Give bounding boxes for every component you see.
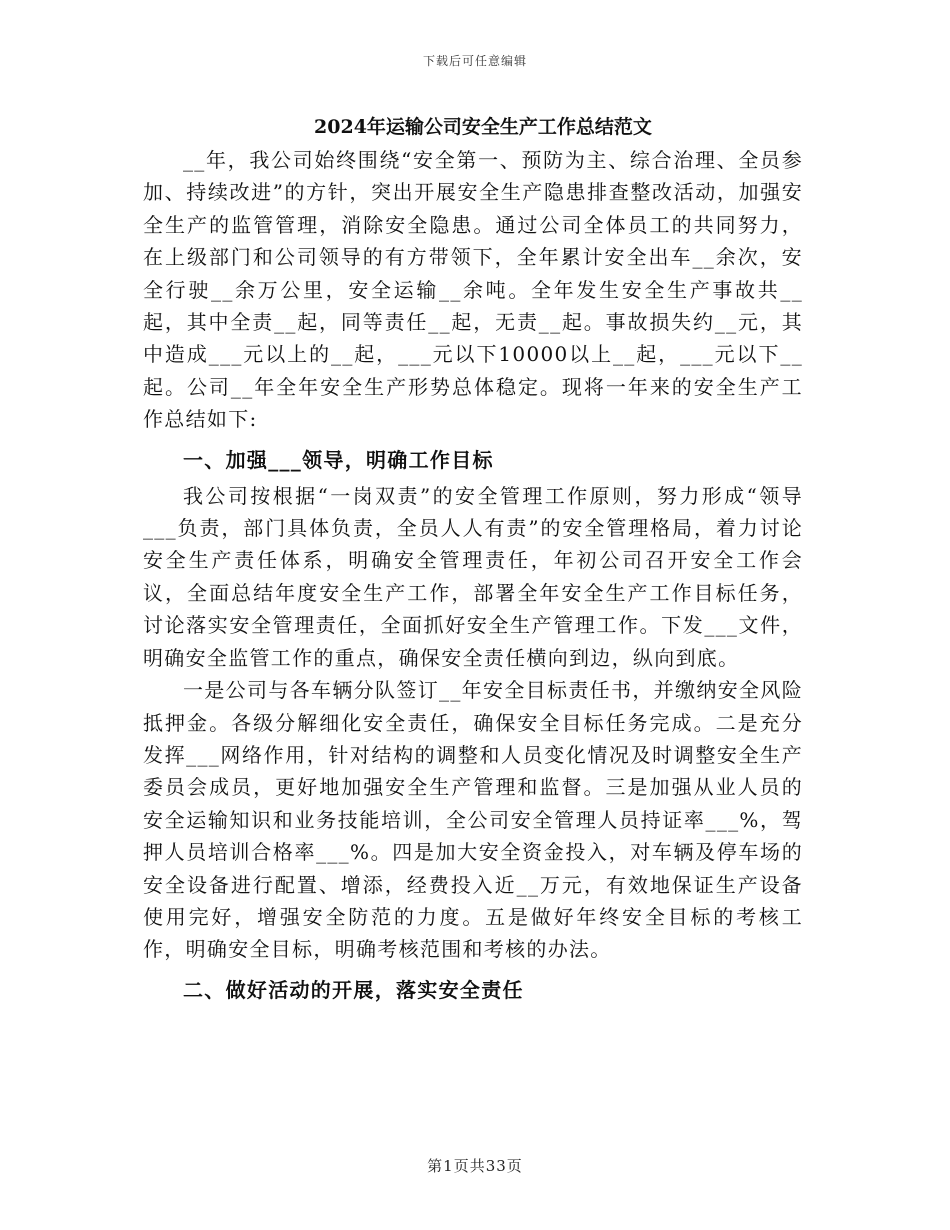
header-note: 下载后可任意编辑 [422,54,527,68]
intro-paragraph: __年，我公司始终围绕“安全第一、预防为主、综合治理、全员参加、持续改进”的方针，突出开展安全生产隐患排查整改活动，加强安全生产的监管管理，消除安全隐患。通过公司全体员工的共同努力，在上级部门和公司领导的有方带领下，全年累计安全出车__余次，安全行驶__余万公里，安全运输__余吨。全年发生安全生产事故共__起，其中全责__起，同等责任__起，无责__起。事故损失约__元，其中造成___元以上的__起，___元以下10000以上__起，___元以下__起。公司__年全年安全生产形势总体稳定。现将一年来的安全生产工作总结如下: [143,148,803,432]
section-1-heading: 一、加强___领导，明确工作目标 [183,447,494,472]
document-body [143,110,803,1010]
section-2-heading: 二、做好活动的开展，落实安全责任 [183,977,524,1002]
section-1-paragraph-1: 我公司按根据“一岗双责”的安全管理工作原则，努力形成“领导___负责，部门具体负责，全员人人有责”的安全管理格局，着力讨论安全生产责任体系，明确安全管理责任，年初公司召开安全工作会议，全面总结年度安全生产工作，部署全年安全生产工作目标任务，讨论落实安全管理责任，全面抓好安全生产管理工作。下发___文件，明确安全监管工作的重点，确保安全责任横向到边，纵向到底。 [143,483,803,670]
section-1-paragraph-2: 一是公司与各车辆分队签订__年安全目标责任书，并缴纳安全风险抵押金。各级分解细化安全责任，确保安全目标任务完成。二是充分发挥___网络作用，针对结构的调整和人员变化情况及时调整安全生产委员会成员，更好地加强安全生产管理和监督。三是加强从业人员的安全运输知识和业务技能培训，全公司安全管理人员持证率___%，驾押人员培训合格率___%。四是加大安全资金投入，对车辆及停车场的安全设备进行配置、增添，经费投入近__万元，有效地保证生产设备使用完好，增强安全防范的力度。五是做好年终安全目标的考核工作，明确安全目标，明确考核范围和考核的办法。 [143,678,803,962]
page-number: 第1页共33页 [427,1157,523,1175]
document-title: 2024年运输公司安全生产工作总结范文 [314,116,652,138]
